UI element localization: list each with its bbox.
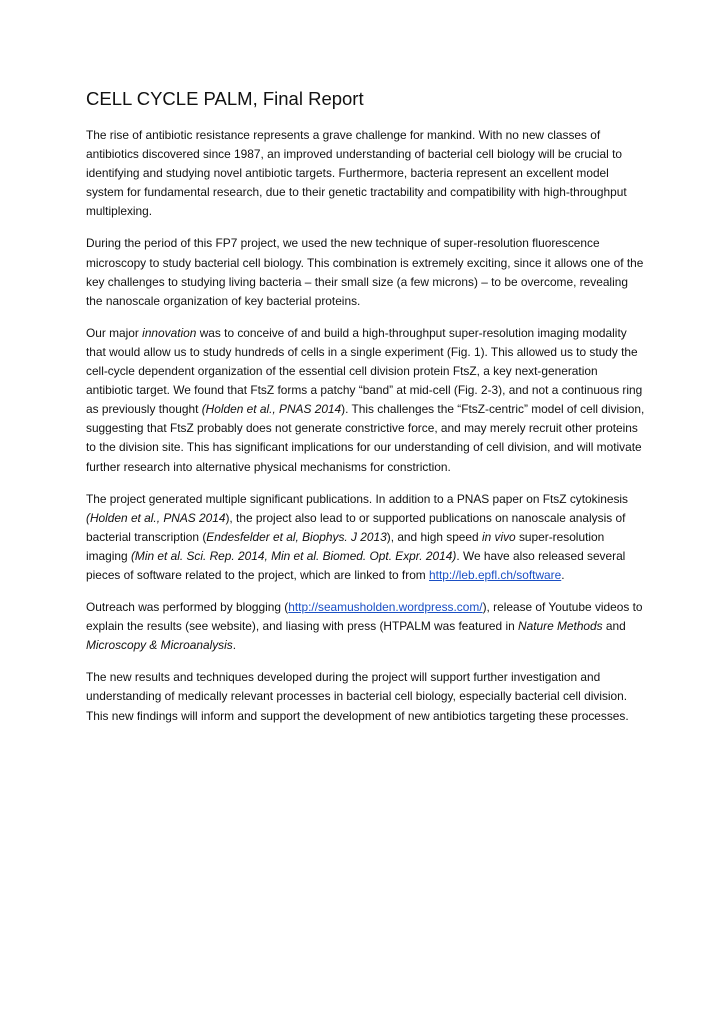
- paragraph-outreach: [86, 598, 646, 655]
- paragraph-text: . We have also released several pieces of software related to the project, which are linked to from: [86, 548, 626, 582]
- emphasis-in-vivo: in vivo: [481, 529, 516, 544]
- citation-holden-2014: (Holden et al., PNAS 2014: [86, 510, 226, 525]
- paragraph-text: ), release of Youtube videos to explain the results (see website), and liasing with press (HTPALM was featured in: [86, 600, 643, 634]
- paragraph-conclusion: The new results and techniques developed during the project will support further investigation and understanding of medically relevant processes in bacterial cell biology, especially bacterial cell division. This new findings will inform and support the development of new antibiotics targeting these processes.: [86, 670, 629, 723]
- paragraph-text: Outreach was performed by blogging (: [86, 600, 289, 615]
- blog-link[interactable]: http://seamusholden.wordpress.com/: [288, 600, 483, 615]
- paragraph-publications: [86, 490, 646, 585]
- paragraph-text: .: [232, 638, 237, 653]
- paragraph-text: ), and high speed: [386, 529, 482, 544]
- report-title: CELL CYCLE PALM, Final Report: [86, 88, 364, 109]
- paragraph-innovation: [86, 324, 646, 477]
- paragraph-text: was to conceive of and build a high-throughput super-resolution imaging modality that would allow us to study hundreds of cells in a single experiment (Fig. 1). This allowed us to study the cell-cycle dependent organization of the essential cell division protein FtsZ, a key next-generation antibiotic target. We found that FtsZ forms a patchy “band” at mid-cell (Fig. 2-3), and not a continuous ring as previously thought: [86, 325, 643, 417]
- paragraph-text: ), the project also lead to or supported publications on nanoscale analysis of bacterial transcription (: [86, 510, 626, 544]
- citation-min-2014: (Min et al. Sci. Rep. 2014, Min et al. Biomed. Opt. Expr. 2014): [130, 548, 457, 563]
- paragraph-text: super-resolution imaging: [86, 529, 605, 563]
- paragraph-text: .: [561, 567, 565, 582]
- software-link[interactable]: http://leb.epfl.ch/software: [429, 567, 562, 582]
- paragraph-intro: The rise of antibiotic resistance represents a grave challenge for mankind. With no new classes of antibiotics discovered since 1987, an improved understanding of bacterial cell biology will be crucial to identifying and studying novel antibiotic targets. Furthermore, bacteria represent an excellent model system for fundamental research, due to their genetic tractability and compatibility with high-throughput multiplexing.: [86, 128, 627, 219]
- paragraph-text: ). This challenges the “FtsZ-centric” model of cell division, suggesting that FtsZ probably does not generate constrictive force, and may merely recruit other proteins to the division site. This has significant implications for our understanding of cell division, and will motivate further research into alternative physical mechanisms for constriction.: [86, 402, 645, 474]
- journal-nature-methods: Nature Methods: [518, 619, 603, 634]
- report-page: [86, 86, 646, 739]
- emphasis-innovation: innovation: [142, 325, 197, 340]
- paragraph-text: Our major: [86, 325, 143, 340]
- journal-microscopy-microanalysis: Microscopy & Microanalysis: [86, 638, 233, 653]
- citation-holden-2014: (Holden et al., PNAS 2014: [201, 402, 342, 417]
- paragraph-text: and: [602, 619, 626, 634]
- paragraph-text: The project generated multiple significant publications. In addition to a PNAS paper on FtsZ cytokinesis: [86, 491, 628, 506]
- citation-endesfelder-2013: Endesfelder et al, Biophys. J 2013: [206, 529, 387, 544]
- paragraph-project-period: During the period of this FP7 project, we used the new technique of super-resolution fluorescence microscopy to study bacterial cell biology. This combination is extremely exciting, since it allows one of the key challenges to studying living bacteria – their small size (a few microns) – to be overcome, revealing the nanoscale organization of key bacterial proteins.: [86, 236, 644, 308]
